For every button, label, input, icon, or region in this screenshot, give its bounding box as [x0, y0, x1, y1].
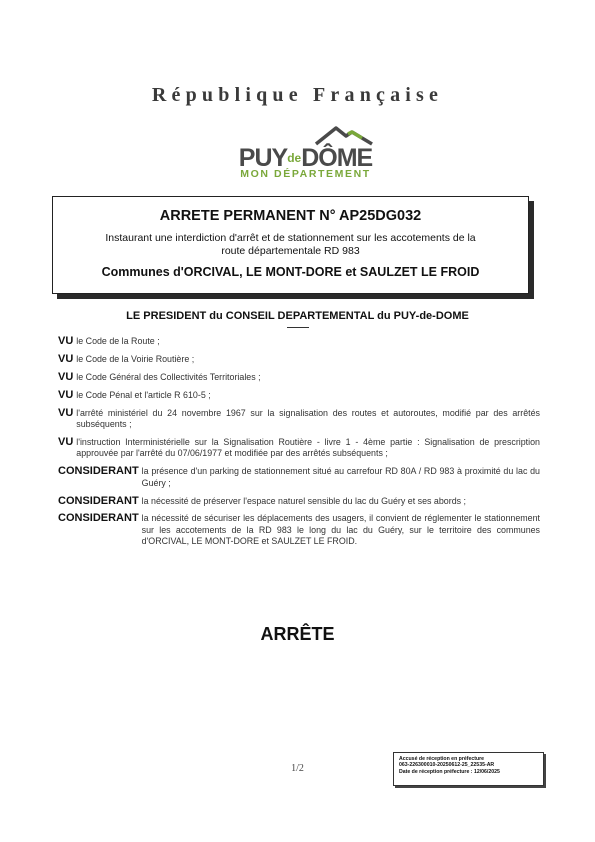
president-heading: LE PRESIDENT du CONSEIL DEPARTEMENTAL du PUY-de-DOME — [126, 310, 469, 322]
president-divider — [287, 327, 309, 328]
clause-keyword: CONSIDERANT — [58, 465, 139, 478]
stamp-line-3: Date de réception préfecture : 12/06/2025 — [399, 768, 500, 775]
clause-keyword: VU — [58, 388, 74, 401]
clause-item — [58, 336, 540, 347]
clause-keyword: CONSIDERANT — [58, 494, 139, 507]
clause-keyword: CONSIDERANT — [58, 512, 139, 525]
clause-text: l'arrêté ministériel du 24 novembre 1967 sur la signalisation des routes et autoroutes, modifié par des arrêtés subséquents ; — [76, 407, 540, 430]
decree-communes: Communes d'ORCIVAL, LE MONT-DORE et SAULZET LE FROID — [101, 265, 480, 279]
arrete-heading: ARRÊTE — [260, 624, 335, 644]
clause-keyword: VU — [58, 352, 74, 365]
logo-tagline: MON DÉPARTEMENT — [240, 168, 371, 180]
clause-item — [58, 390, 540, 401]
clause-item — [58, 496, 540, 507]
clause-text: le Code de la Voirie Routière ; — [76, 353, 195, 364]
clause-text: la nécessité de préserver l'espace naturel sensible du lac du Guéry et ses abords ; — [141, 495, 467, 506]
clause-text: la présence d'un parking de stationnement situé au carrefour RD 80A / RD 983 à proximité du lac du Guéry ; — [141, 466, 540, 488]
logo-name-de: de — [287, 151, 302, 165]
decree-title: ARRETE PERMANENT N° AP25DG032 — [159, 208, 422, 224]
logo-name-left: PUY — [238, 144, 288, 172]
clause-item — [58, 466, 540, 489]
clause-text: le Code Général des Collectivités Territoriales ; — [76, 371, 261, 382]
clause-item — [58, 408, 540, 431]
clause-keyword: VU — [58, 406, 74, 419]
decree-subtitle: Instaurant une interdiction d'arrêt et de stationnement sur les accotements de la route départementale RD 983 — [105, 232, 476, 257]
page-number: 1/2 — [291, 763, 304, 774]
clause-text: le Code de la Route ; — [76, 336, 160, 346]
clause-item — [58, 437, 540, 460]
clause-text: la nécessité de sécuriser les déplacements des usagers, il convient de réglementer le stationnement sur les accotements de la RD 983 le long du lac du Guéry, sur le territoire des communes d'ORCIVAL, LE MONT-DORE et SAULZET LE FROID. — [141, 513, 540, 547]
clause-keyword: VU — [58, 335, 74, 347]
clause-text: l'instruction Interministérielle sur la Signalisation Routière - livre 1 - 4ème partie : Signalisation de prescription approuvée par l'arrêté du 07/06/1977 et modifiée par des arrêtés subséquents ; — [76, 436, 540, 459]
clause-text: le Code Pénal et l'article R 610-5 ; — [76, 389, 211, 400]
puy-de-dome-logo — [228, 122, 383, 182]
prefecture-receipt-stamp — [393, 752, 544, 786]
clause-keyword: VU — [58, 370, 74, 383]
decree-title-box — [52, 196, 529, 294]
stamp-line-2: 063-226300010-20250612-25_22535-AR — [399, 762, 495, 769]
stamp-line-1: Accusé de réception en préfecture — [399, 756, 485, 762]
clauses-list — [58, 336, 540, 554]
republique-francaise-heading: République Française — [151, 84, 444, 106]
clause-item — [58, 354, 540, 365]
logo-name-right: DÔME — [301, 144, 373, 172]
clause-item — [58, 513, 540, 547]
clause-keyword: VU — [58, 435, 74, 448]
clause-item — [58, 372, 540, 383]
